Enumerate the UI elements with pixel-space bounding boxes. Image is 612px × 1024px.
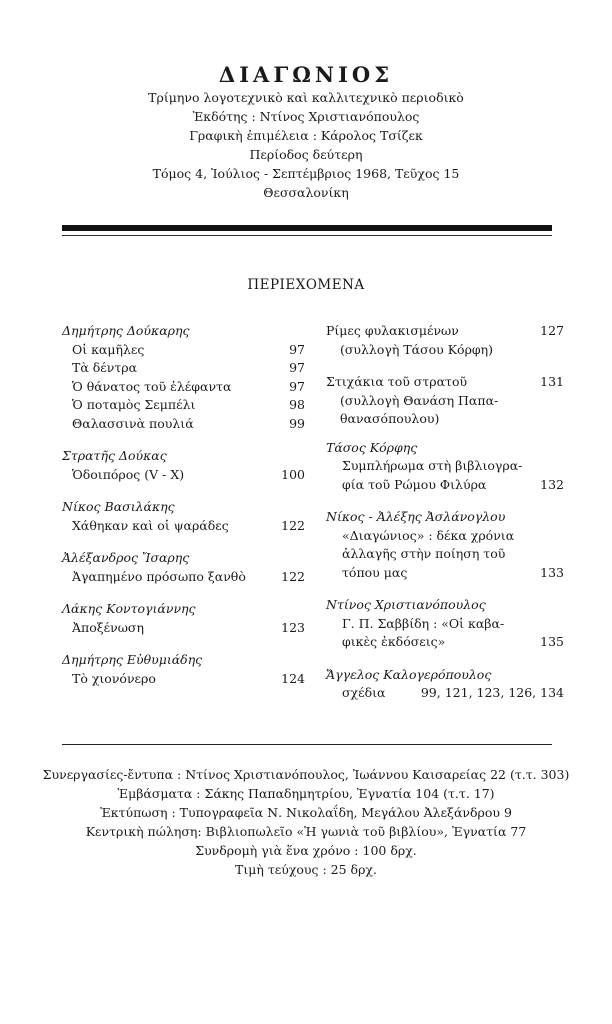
toc-author: Ἄγγελος Καλογερόπουλος [326, 666, 492, 682]
colophon-price: Τιμὴ τεύχους : 25 δρχ. [235, 862, 377, 877]
issue-line: Τόμος 4, Ἰούλιος - Σεπτέμβριος 1968, Τεῦχος 15 [152, 166, 460, 181]
toc-entry [326, 508, 564, 582]
toc-entry [326, 666, 564, 703]
divider-thin [62, 235, 552, 236]
toc-title: Γ. Π. Σαββίδη : «Οἱ καβα- [342, 615, 505, 631]
toc-author: Ντίνος Χριστιανόπουλος [326, 597, 486, 612]
toc-page: 122 [281, 568, 305, 584]
toc-page: 133 [540, 564, 564, 580]
toc-page: 97 [289, 360, 305, 375]
toc-title: «Διαγώνιος» : δέκα χρόνια [342, 527, 515, 543]
toc-title: Ὁδοιπόρος (V - X) [72, 466, 185, 482]
toc-item [326, 322, 564, 341]
toc-page: 98 [289, 397, 305, 412]
toc-item [62, 378, 305, 397]
toc-title: Ὁ ποταμὸς Σεμπέλι [72, 397, 196, 412]
toc-entry [326, 439, 564, 495]
toc-author: Δημήτρης Δούκαρης [62, 323, 190, 338]
contents-left-column [62, 322, 305, 702]
toc-item [62, 466, 305, 485]
colophon-contributions: Συνεργασίες-ἔντυπα : Ντίνος Χριστιανόπουλος, Ἰωάννου Καισαρείας 22 (τ.τ. 303) [42, 767, 570, 782]
colophon-printing: Ἐκτύπωση : Τυπογραφεῖα Ν. Νικολαΐδη, Μεγάλου Ἀλεξάνδρου 9 [100, 805, 512, 820]
toc-item [326, 527, 564, 583]
toc-item [326, 373, 564, 392]
toc-author: Νίκος - Ἀλέξης Ἀσλάνογλου [326, 509, 506, 524]
masthead [0, 62, 612, 202]
toc-item [62, 341, 305, 360]
toc-title: Χάθηκαν καὶ οἱ ψαράδες [72, 517, 229, 533]
colophon-subscription: Συνδρομὴ γιὰ ἕνα χρόνο : 100 δρχ. [195, 843, 417, 858]
toc-author: Λάκης Κοντογιάννης [62, 601, 196, 616]
toc-title: Ρίμες φυλακισμένων [326, 323, 459, 338]
toc-title: φικὲς ἐκδόσεις» [342, 634, 446, 649]
toc-page: 124 [281, 670, 305, 686]
journal-subtitle: Τρίμηνο λογοτεχνικὸ καὶ καλλιτεχνικὸ περιοδικὸ [148, 90, 464, 105]
toc-entry [62, 549, 305, 586]
toc-item [62, 568, 305, 587]
toc-item [326, 615, 564, 652]
toc-item [62, 670, 305, 689]
colophon-payments: Ἐμβάσματα : Σάκης Παπαδημητρίου, Ἐγνατία 104 (τ.τ. 17) [117, 786, 495, 801]
toc-title: Οἱ καμῆλες [72, 341, 145, 357]
toc-title: Στιχάκια τοῦ στρατοῦ [326, 374, 468, 389]
toc-entry [62, 651, 305, 688]
toc-author: Δημήτρης Εὐθυμιάδης [62, 652, 203, 667]
contents-heading: ΠΕΡΙΕΧΟΜΕΝΑ [247, 277, 365, 293]
toc-title: Θαλασσινὰ πουλιά [72, 415, 194, 431]
divider-bottom [62, 744, 552, 745]
toc-author: Ἀλέξανδρος Ἴσαρης [62, 550, 190, 565]
toc-title: Συμπλήρωμα στὴ βιβλιογρα- [342, 458, 523, 473]
toc-item [62, 619, 305, 638]
colophon-sales: Κεντρικὴ πώληση: Βιβλιοπωλεῖο «Ἡ γωνιὰ τοῦ βιβλίου», Ἐγνατία 77 [85, 824, 527, 839]
toc-item [62, 415, 305, 434]
period-line: Περίοδος δεύτερη [249, 147, 363, 162]
toc-page: 100 [281, 466, 305, 482]
toc-title: ἀλλαγῆς στὴν ποίηση τοῦ [342, 546, 506, 561]
toc-title: Ὁ θάνατος τοῦ ἐλέφαντα [72, 378, 232, 394]
toc-author: Στρατῆς Δούκας [62, 448, 167, 463]
toc-title: σχέδια [342, 685, 386, 700]
city-line: Θεσσαλονίκη [263, 185, 349, 200]
toc-item [62, 517, 305, 536]
toc-item [62, 396, 305, 415]
toc-subtitle: θανασόπουλου) [340, 411, 440, 426]
toc-title: Ἀγαπημένο πρόσωπο ξανθὸ [72, 568, 246, 584]
toc-author: Τάσος Κόρφης [326, 439, 418, 455]
colophon [0, 765, 612, 879]
toc-page: 131 [540, 374, 564, 389]
toc-entry [326, 596, 564, 652]
design-line: Γραφικὴ ἐπιμέλεια : Κάρολος Τσίζεκ [189, 128, 423, 143]
toc-title: Ἀποξένωση [72, 619, 144, 635]
toc-page: 132 [540, 476, 564, 492]
toc-title: τόπου μας [342, 564, 408, 580]
toc-page: 97 [289, 341, 305, 357]
toc-entry [326, 373, 564, 429]
toc-page: 122 [281, 517, 305, 533]
toc-page: 99 [289, 415, 305, 431]
toc-page: 127 [540, 323, 564, 338]
toc-page: 135 [540, 634, 564, 649]
contents-right-column [326, 322, 564, 717]
toc-subtitle: (συλλογὴ Τάσου Κόρφη) [340, 341, 494, 357]
toc-subtitle: (συλλογὴ Θανάση Παπα- [340, 392, 499, 408]
publisher-line: Ἐκδότης : Ντίνος Χριστιανόπουλος [192, 109, 420, 124]
toc-page: 123 [281, 619, 305, 635]
toc-entry [62, 447, 305, 484]
toc-title: φία τοῦ Ρώμου Φιλύρα [342, 476, 487, 492]
toc-page: 99, 121, 123, 126, 134 [420, 685, 564, 700]
toc-entry [62, 600, 305, 637]
toc-title: Τὸ χιονόνερο [72, 670, 156, 686]
toc-page: 97 [289, 378, 305, 394]
toc-entry [62, 322, 305, 433]
toc-item [326, 684, 564, 703]
toc-item [326, 457, 564, 494]
journal-title: ΔΙΑΓΩΝΙΟΣ [218, 62, 394, 87]
toc-title: Τὰ δέντρα [72, 360, 138, 375]
toc-author: Νίκος Βασιλάκης [62, 499, 175, 514]
toc-item [62, 359, 305, 378]
toc-entry [62, 498, 305, 535]
toc-entry [326, 322, 564, 359]
divider-thick [62, 225, 552, 231]
